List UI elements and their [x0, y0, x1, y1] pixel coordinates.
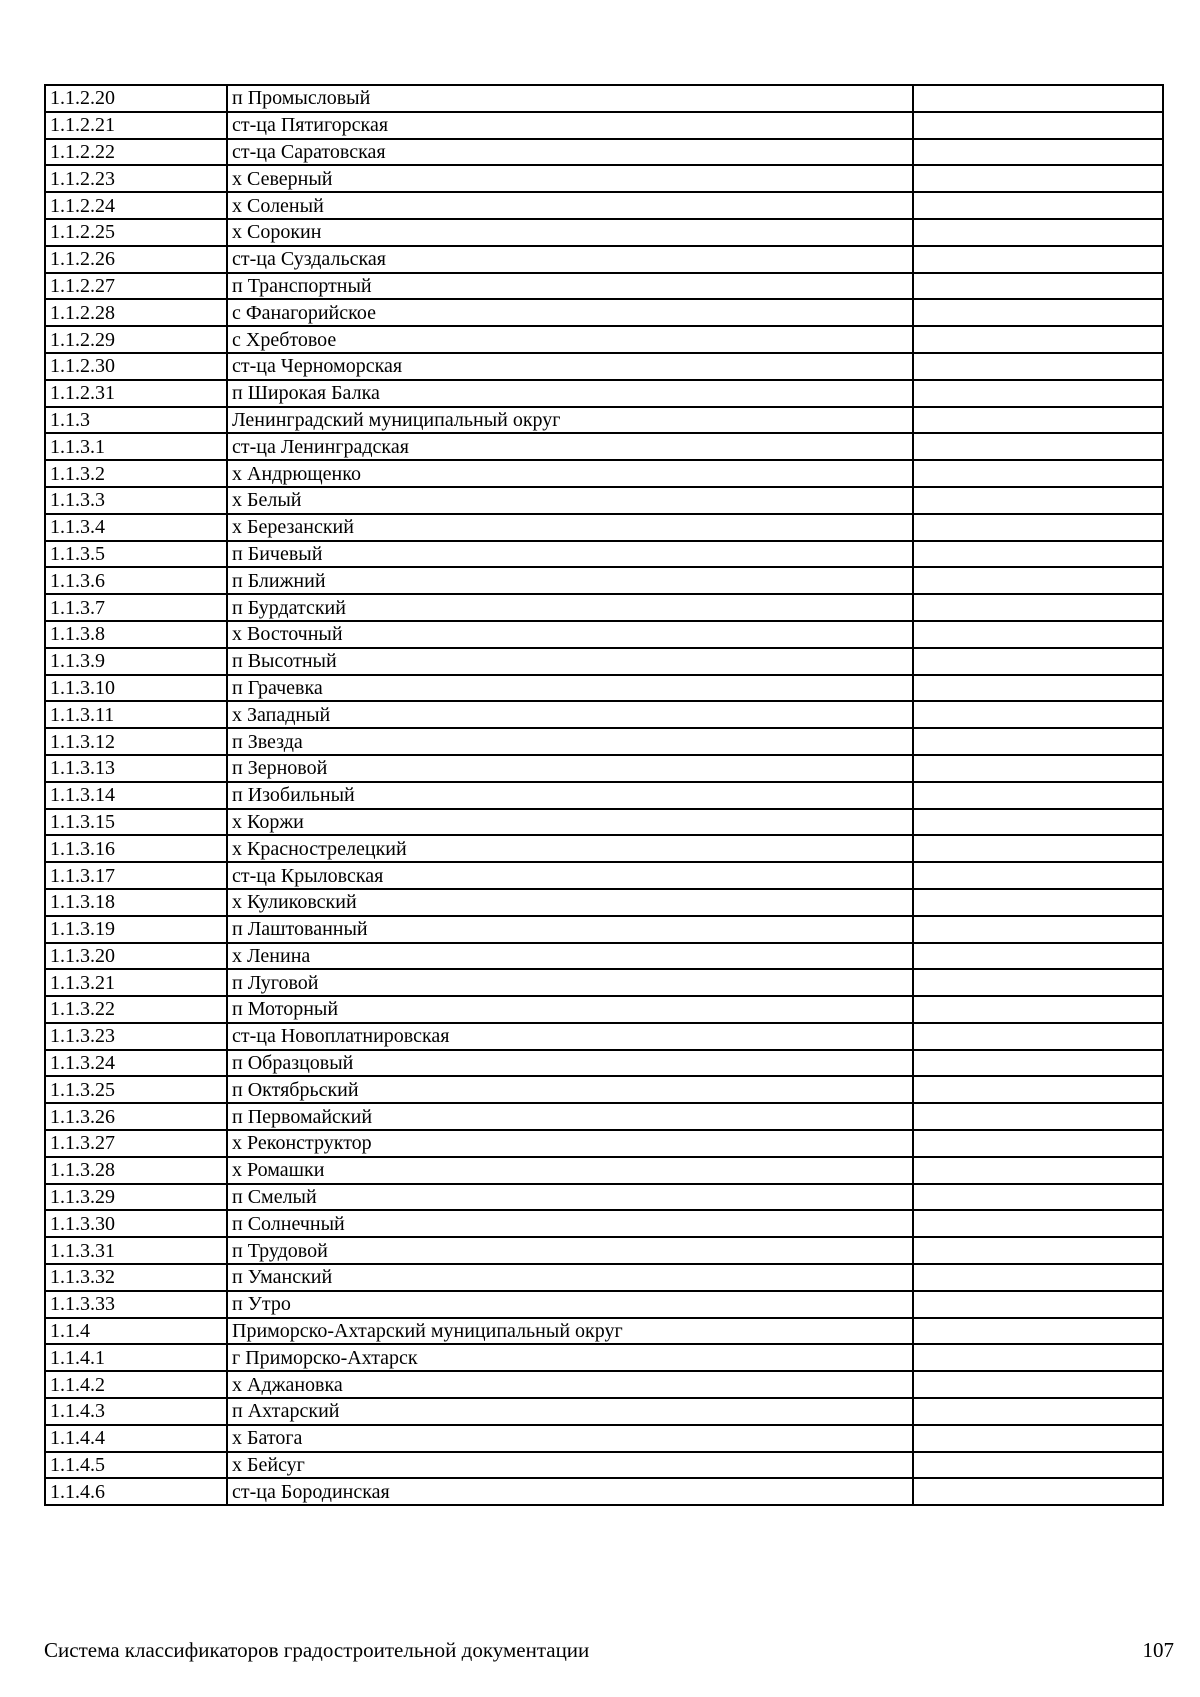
table-row: [45, 782, 1163, 809]
row-extra-cell: [913, 1050, 1163, 1077]
table-row: [45, 460, 1163, 487]
table-row: [45, 1264, 1163, 1291]
row-code-cell: 1.1.3.1: [45, 433, 227, 460]
row-name-cell: х Ромашки: [227, 1157, 913, 1184]
row-code-cell: 1.1.3.22: [45, 996, 227, 1023]
table-row: [45, 487, 1163, 514]
row-code-cell: 1.1.4.4: [45, 1425, 227, 1452]
row-name-cell: х Андрющенко: [227, 460, 913, 487]
row-name-cell: х Аджановка: [227, 1371, 913, 1398]
row-name-cell: х Северный: [227, 165, 913, 192]
row-name-cell: х Коржи: [227, 809, 913, 836]
row-code-cell: 1.1.4.2: [45, 1371, 227, 1398]
table-row: [45, 1210, 1163, 1237]
table-row: [45, 1452, 1163, 1479]
row-extra-cell: [913, 541, 1163, 568]
row-name-cell: Ленинградский муниципальный округ: [227, 407, 913, 434]
table-row: [45, 112, 1163, 139]
row-name-cell: п Бурдатский: [227, 594, 913, 621]
table-row: [45, 299, 1163, 326]
row-code-cell: 1.1.4.5: [45, 1452, 227, 1479]
row-code-cell: 1.1.3.23: [45, 1023, 227, 1050]
row-name-cell: ст-ца Бородинская: [227, 1478, 913, 1505]
row-extra-cell: [913, 728, 1163, 755]
table-row: [45, 594, 1163, 621]
table-row: [45, 219, 1163, 246]
row-name-cell: ст-ца Суздальская: [227, 246, 913, 273]
row-code-cell: 1.1.3.25: [45, 1076, 227, 1103]
row-code-cell: 1.1.3.28: [45, 1157, 227, 1184]
table-row: [45, 1237, 1163, 1264]
table-row: [45, 380, 1163, 407]
table-row: [45, 567, 1163, 594]
row-name-cell: п Широкая Балка: [227, 380, 913, 407]
row-name-cell: п Промысловый: [227, 85, 913, 112]
footer-title: Система классификаторов градостроительной документации: [44, 1638, 590, 1662]
table-row: [45, 675, 1163, 702]
table-row: [45, 541, 1163, 568]
row-code-cell: 1.1.2.28: [45, 299, 227, 326]
row-name-cell: ст-ца Пятигорская: [227, 112, 913, 139]
row-extra-cell: [913, 675, 1163, 702]
row-code-cell: 1.1.3: [45, 407, 227, 434]
row-extra-cell: [913, 1103, 1163, 1130]
table-row: [45, 139, 1163, 166]
row-name-cell: п Смелый: [227, 1184, 913, 1211]
row-code-cell: 1.1.3.6: [45, 567, 227, 594]
row-code-cell: 1.1.3.16: [45, 835, 227, 862]
row-code-cell: 1.1.3.24: [45, 1050, 227, 1077]
row-extra-cell: [913, 273, 1163, 300]
row-extra-cell: [913, 1210, 1163, 1237]
row-extra-cell: [913, 862, 1163, 889]
row-extra-cell: [913, 701, 1163, 728]
table-row: [45, 1157, 1163, 1184]
row-code-cell: 1.1.4: [45, 1318, 227, 1345]
row-name-cell: п Образцовый: [227, 1050, 913, 1077]
table-row: [45, 701, 1163, 728]
row-name-cell: ст-ца Черноморская: [227, 353, 913, 380]
table-row: [45, 1103, 1163, 1130]
page-number: 107: [1142, 1638, 1174, 1662]
row-code-cell: 1.1.3.32: [45, 1264, 227, 1291]
table-row: [45, 1318, 1163, 1345]
row-code-cell: 1.1.2.25: [45, 219, 227, 246]
row-extra-cell: [913, 567, 1163, 594]
row-extra-cell: [913, 835, 1163, 862]
row-extra-cell: [913, 1398, 1163, 1425]
row-code-cell: 1.1.3.11: [45, 701, 227, 728]
classifier-table: [44, 84, 1164, 1506]
row-name-cell: п Изобильный: [227, 782, 913, 809]
row-code-cell: 1.1.3.18: [45, 889, 227, 916]
row-extra-cell: [913, 1344, 1163, 1371]
table-row: [45, 835, 1163, 862]
row-name-cell: х Восточный: [227, 621, 913, 648]
row-code-cell: 1.1.2.29: [45, 326, 227, 353]
row-code-cell: 1.1.3.29: [45, 1184, 227, 1211]
table-row: [45, 1291, 1163, 1318]
row-name-cell: п Ближний: [227, 567, 913, 594]
row-extra-cell: [913, 996, 1163, 1023]
row-code-cell: 1.1.3.7: [45, 594, 227, 621]
row-extra-cell: [913, 1291, 1163, 1318]
row-name-cell: х Соленый: [227, 192, 913, 219]
row-code-cell: 1.1.3.12: [45, 728, 227, 755]
table-row: [45, 85, 1163, 112]
row-name-cell: п Лаштованный: [227, 916, 913, 943]
row-extra-cell: [913, 943, 1163, 970]
row-name-cell: п Уманский: [227, 1264, 913, 1291]
row-name-cell: ст-ца Крыловская: [227, 862, 913, 889]
row-extra-cell: [913, 407, 1163, 434]
row-extra-cell: [913, 380, 1163, 407]
row-name-cell: п Трудовой: [227, 1237, 913, 1264]
row-extra-cell: [913, 326, 1163, 353]
row-name-cell: ст-ца Саратовская: [227, 139, 913, 166]
row-name-cell: п Грачевка: [227, 675, 913, 702]
row-code-cell: 1.1.2.27: [45, 273, 227, 300]
row-extra-cell: [913, 139, 1163, 166]
table-row: [45, 433, 1163, 460]
table-row: [45, 755, 1163, 782]
row-extra-cell: [913, 809, 1163, 836]
row-code-cell: 1.1.3.13: [45, 755, 227, 782]
row-code-cell: 1.1.3.3: [45, 487, 227, 514]
row-extra-cell: [913, 648, 1163, 675]
table-row: [45, 1184, 1163, 1211]
row-code-cell: 1.1.3.20: [45, 943, 227, 970]
row-name-cell: х Западный: [227, 701, 913, 728]
row-extra-cell: [913, 1076, 1163, 1103]
table-row: [45, 1344, 1163, 1371]
table-row: [45, 407, 1163, 434]
row-name-cell: п Первомайский: [227, 1103, 913, 1130]
table-row: [45, 246, 1163, 273]
table-row: [45, 165, 1163, 192]
row-name-cell: х Куликовский: [227, 889, 913, 916]
row-name-cell: п Луговой: [227, 969, 913, 996]
row-name-cell: х Белый: [227, 487, 913, 514]
row-code-cell: 1.1.4.1: [45, 1344, 227, 1371]
row-name-cell: х Березанский: [227, 514, 913, 541]
row-name-cell: п Солнечный: [227, 1210, 913, 1237]
row-name-cell: х Батога: [227, 1425, 913, 1452]
table-row: [45, 1130, 1163, 1157]
row-name-cell: ст-ца Ленинградская: [227, 433, 913, 460]
row-code-cell: 1.1.3.26: [45, 1103, 227, 1130]
row-code-cell: 1.1.4.6: [45, 1478, 227, 1505]
row-extra-cell: [913, 353, 1163, 380]
row-name-cell: п Зерновой: [227, 755, 913, 782]
row-extra-cell: [913, 1452, 1163, 1479]
table-row: [45, 728, 1163, 755]
row-extra-cell: [913, 1157, 1163, 1184]
row-name-cell: с Фанагорийское: [227, 299, 913, 326]
row-code-cell: 1.1.3.30: [45, 1210, 227, 1237]
row-code-cell: 1.1.2.24: [45, 192, 227, 219]
row-code-cell: 1.1.3.2: [45, 460, 227, 487]
row-name-cell: п Бичевый: [227, 541, 913, 568]
row-code-cell: 1.1.3.9: [45, 648, 227, 675]
row-extra-cell: [913, 969, 1163, 996]
row-code-cell: 1.1.3.14: [45, 782, 227, 809]
row-code-cell: 1.1.3.21: [45, 969, 227, 996]
row-name-cell: х Реконструктор: [227, 1130, 913, 1157]
row-extra-cell: [913, 1478, 1163, 1505]
row-extra-cell: [913, 165, 1163, 192]
row-name-cell: ст-ца Новоплатнировская: [227, 1023, 913, 1050]
row-extra-cell: [913, 594, 1163, 621]
row-code-cell: 1.1.3.4: [45, 514, 227, 541]
row-extra-cell: [913, 1264, 1163, 1291]
row-code-cell: 1.1.3.17: [45, 862, 227, 889]
row-name-cell: х Ленина: [227, 943, 913, 970]
row-name-cell: п Октябрьский: [227, 1076, 913, 1103]
row-extra-cell: [913, 1023, 1163, 1050]
table-row: [45, 326, 1163, 353]
classifier-table-body: [45, 85, 1163, 1505]
row-extra-cell: [913, 85, 1163, 112]
row-code-cell: 1.1.3.5: [45, 541, 227, 568]
row-code-cell: 1.1.3.27: [45, 1130, 227, 1157]
table-row: [45, 1050, 1163, 1077]
table-row: [45, 273, 1163, 300]
row-code-cell: 1.1.2.23: [45, 165, 227, 192]
row-extra-cell: [913, 889, 1163, 916]
row-code-cell: 1.1.3.19: [45, 916, 227, 943]
row-code-cell: 1.1.2.21: [45, 112, 227, 139]
row-extra-cell: [913, 246, 1163, 273]
table-row: [45, 648, 1163, 675]
table-row: [45, 809, 1163, 836]
row-extra-cell: [913, 299, 1163, 326]
table-row: [45, 1478, 1163, 1505]
table-row: [45, 621, 1163, 648]
row-extra-cell: [913, 1184, 1163, 1211]
row-code-cell: 1.1.2.22: [45, 139, 227, 166]
table-row: [45, 1425, 1163, 1452]
row-extra-cell: [913, 192, 1163, 219]
row-extra-cell: [913, 1425, 1163, 1452]
row-code-cell: 1.1.3.8: [45, 621, 227, 648]
row-extra-cell: [913, 782, 1163, 809]
row-name-cell: п Ахтарский: [227, 1398, 913, 1425]
row-name-cell: п Транспортный: [227, 273, 913, 300]
row-name-cell: х Сорокин: [227, 219, 913, 246]
table-row: [45, 353, 1163, 380]
row-extra-cell: [913, 1318, 1163, 1345]
row-code-cell: 1.1.3.31: [45, 1237, 227, 1264]
table-row: [45, 1398, 1163, 1425]
table-row: [45, 192, 1163, 219]
row-extra-cell: [913, 1237, 1163, 1264]
row-name-cell: п Утро: [227, 1291, 913, 1318]
table-row: [45, 862, 1163, 889]
row-extra-cell: [913, 621, 1163, 648]
row-name-cell: п Моторный: [227, 996, 913, 1023]
row-code-cell: 1.1.2.30: [45, 353, 227, 380]
row-code-cell: 1.1.2.26: [45, 246, 227, 273]
row-extra-cell: [913, 219, 1163, 246]
row-code-cell: 1.1.3.10: [45, 675, 227, 702]
table-row: [45, 969, 1163, 996]
row-name-cell: п Звезда: [227, 728, 913, 755]
row-extra-cell: [913, 514, 1163, 541]
row-extra-cell: [913, 112, 1163, 139]
table-row: [45, 1371, 1163, 1398]
table-row: [45, 1023, 1163, 1050]
row-name-cell: х Краснострелецкий: [227, 835, 913, 862]
row-code-cell: 1.1.3.33: [45, 1291, 227, 1318]
row-extra-cell: [913, 1130, 1163, 1157]
row-name-cell: г Приморско-Ахтарск: [227, 1344, 913, 1371]
row-extra-cell: [913, 755, 1163, 782]
table-row: [45, 916, 1163, 943]
row-extra-cell: [913, 916, 1163, 943]
table-row: [45, 1076, 1163, 1103]
row-extra-cell: [913, 1371, 1163, 1398]
row-code-cell: 1.1.2.20: [45, 85, 227, 112]
table-row: [45, 889, 1163, 916]
row-name-cell: с Хребтовое: [227, 326, 913, 353]
table-row: [45, 996, 1163, 1023]
table-row: [45, 943, 1163, 970]
row-name-cell: Приморско-Ахтарский муниципальный округ: [227, 1318, 913, 1345]
row-name-cell: х Бейсуг: [227, 1452, 913, 1479]
row-name-cell: п Высотный: [227, 648, 913, 675]
row-code-cell: 1.1.4.3: [45, 1398, 227, 1425]
row-code-cell: 1.1.3.15: [45, 809, 227, 836]
row-extra-cell: [913, 433, 1163, 460]
row-extra-cell: [913, 487, 1163, 514]
row-code-cell: 1.1.2.31: [45, 380, 227, 407]
row-extra-cell: [913, 460, 1163, 487]
table-row: [45, 514, 1163, 541]
